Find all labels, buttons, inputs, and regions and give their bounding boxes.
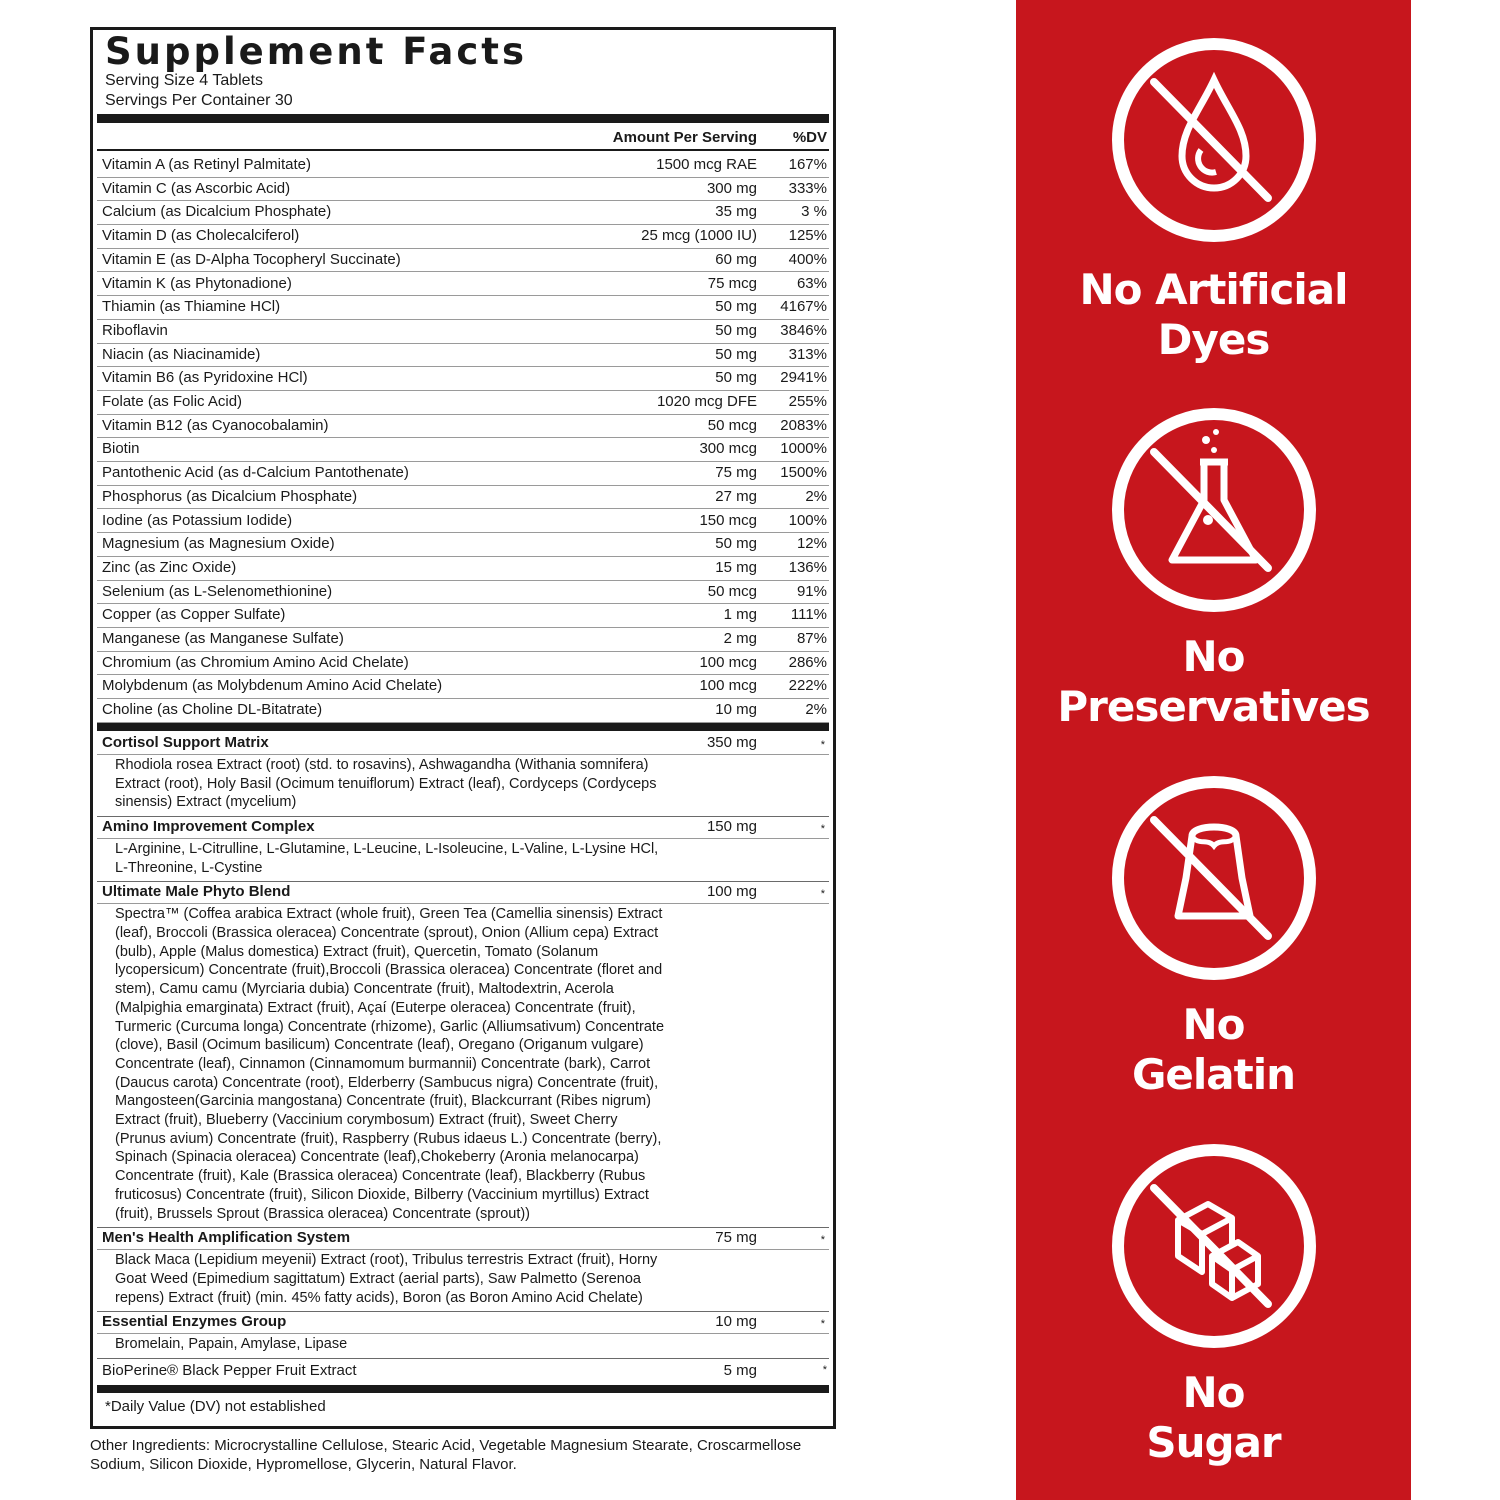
- nutrient-amount: 25 mcg (1000 IU): [641, 227, 757, 245]
- blend-dv: *: [820, 1234, 825, 1247]
- nutrient-dv: 1000%: [780, 440, 827, 458]
- blend-amount: 10 mg: [715, 1313, 757, 1331]
- blend-divider: [97, 838, 829, 839]
- nutrient-amount: 50 mcg: [707, 416, 757, 434]
- nutrient-row: [97, 698, 829, 723]
- water-drop-icon: [1108, 0, 1320, 280]
- nutrient-dv: 87%: [796, 630, 827, 647]
- nutrient-amount: 1020 mcg DFE: [656, 393, 757, 410]
- nutrient-name: Pantothenic Acid (as d-Calcium Pantothenate): [102, 464, 409, 482]
- nutrient-dv: 2%: [805, 701, 827, 719]
- nutrient-name: Copper (as Copper Sulfate): [102, 606, 286, 624]
- nutrient-amount: 27 mg: [715, 487, 757, 505]
- header-bar: [97, 114, 829, 123]
- nutrient-row: [97, 390, 829, 415]
- blend-dv: *: [820, 822, 825, 835]
- nutrient-amount: 150 mcg: [699, 511, 757, 529]
- supplement-facts-panel: [90, 27, 836, 1429]
- nutrient-name: Vitamin B12 (as Cyanocobalamin): [102, 416, 329, 434]
- nutrient-name: Iodine (as Potassium Iodide): [102, 511, 293, 529]
- nutrient-row: [97, 224, 829, 249]
- blend-ingredients: Rhodiola rosea Extract (root) (std. to rosavins), Ashwagandha (Withania somnifera) Extract (root), Holy Basil (Ocimum tenuiflorum) Extract (leaf), Cordyceps (Cordyceps sinensis) Extract (mycelium): [115, 756, 657, 811]
- footnote: *Daily Value (DV) not established: [105, 1398, 326, 1415]
- nutrient-name: Vitamin E (as D-Alpha Tocopheryl Succinate): [102, 250, 401, 268]
- nutrient-row: [97, 509, 829, 534]
- nutrient-name: Manganese (as Manganese Sulfate): [102, 630, 344, 647]
- nutrient-dv: 100%: [788, 511, 827, 529]
- nutrient-row: [97, 319, 829, 344]
- badge-line1: No: [1182, 1000, 1245, 1049]
- nutrient-row: [97, 437, 829, 462]
- blend-amount: 75 mg: [715, 1229, 757, 1247]
- nutrient-row: [97, 461, 829, 486]
- nutrient-name: Thiamin (as Thiamine HCl): [102, 298, 281, 316]
- blend-dv: *: [820, 738, 825, 751]
- nutrient-name: Biotin: [102, 440, 140, 458]
- badge-line2: Preservatives: [1057, 682, 1370, 731]
- nutrient-dv: 2941%: [780, 369, 827, 387]
- badge-line2: Dyes: [1157, 315, 1270, 364]
- nutrient-name: Vitamin A (as Retinyl Palmitate): [102, 156, 311, 173]
- blend-name: Essential Enzymes Group: [102, 1313, 287, 1331]
- nutrient-dv: 400%: [788, 250, 827, 268]
- nutrient-name: Vitamin C (as Ascorbic Acid): [102, 179, 291, 197]
- nutrient-amount: 50 mg: [715, 321, 757, 339]
- nutrient-row: [97, 674, 829, 699]
- blend-amount: 350 mg: [706, 733, 757, 751]
- nutrient-row: [97, 248, 829, 273]
- nutrient-amount: 300 mcg: [699, 440, 757, 458]
- blend-dv: *: [820, 888, 825, 901]
- nutrient-amount: 5 mg: [723, 1362, 757, 1379]
- badge-line1: No: [1182, 632, 1245, 681]
- nutrient-row: [97, 580, 829, 605]
- blend-divider: [97, 1333, 829, 1334]
- nutrient-name: Phosphorus (as Dicalcium Phosphate): [102, 487, 358, 505]
- sugar-cube-icon: [1108, 1106, 1320, 1386]
- nutrient-dv: 286%: [788, 653, 827, 671]
- blend-ingredients: L-Arginine, L-Citrulline, L-Glutamine, L-Leucine, L-Isoleucine, L-Valine, L-Lysine HCl, L-Threonine, L-Cystine: [115, 840, 659, 876]
- badge-line1: No Artificial: [1079, 265, 1348, 314]
- blend-amount: 150 mg: [706, 817, 757, 835]
- blend-row: [97, 881, 829, 1228]
- nutrient-dv: 111%: [790, 606, 827, 624]
- nutrient-amount: 50 mg: [715, 345, 757, 363]
- nutrient-name: Choline (as Choline DL-Bitatrate): [102, 701, 323, 719]
- bioperine-row: [97, 1359, 829, 1383]
- nutrient-dv: 255%: [788, 393, 827, 410]
- servings-per-container: Servings Per Container 30: [105, 92, 293, 109]
- gelatin-icon: [1108, 738, 1320, 1018]
- nutrient-dv: 3846%: [780, 321, 827, 339]
- nutrient-dv: 1500%: [780, 464, 827, 482]
- blend-dv: *: [820, 1318, 825, 1331]
- nutrient-amount: 10 mg: [715, 701, 757, 719]
- nutrient-row: [97, 651, 829, 676]
- badge-line2: Sugar: [1146, 1418, 1281, 1467]
- nutrient-dv: 167%: [788, 156, 827, 173]
- other-ingredients: Other Ingredients: Microcrystalline Cellulose, Stearic Acid, Vegetable Magnesium Stearate, Croscarmellose Sodium, Silicon Dioxide, Hypromellose, Glycerin, Natural Flavor.: [90, 1437, 802, 1473]
- flask-icon: [1108, 370, 1320, 650]
- nutrient-row: [97, 603, 829, 628]
- nutrient-dv: 3 %: [801, 203, 827, 221]
- nutrient-dv: 136%: [788, 558, 827, 576]
- nutrient-amount: 60 mg: [715, 250, 757, 268]
- nutrient-amount: 100 mcg: [699, 677, 757, 695]
- blend-divider: [97, 1249, 829, 1250]
- nutrient-amount: 50 mg: [715, 535, 757, 553]
- nutrient-row: [97, 177, 829, 202]
- nutrient-amount: 35 mg: [715, 203, 757, 221]
- nutrient-amount: 1500 mcg RAE: [656, 156, 757, 173]
- nutrient-row: [97, 295, 829, 320]
- blend-divider: [97, 903, 829, 904]
- nutrient-row: [97, 532, 829, 557]
- nutrient-amount: 100 mcg: [699, 653, 757, 671]
- nutrient-name: Vitamin K (as Phytonadione): [102, 274, 292, 292]
- blend-ingredients: Black Maca (Lepidium meyenii) Extract (root), Tribulus terrestris Extract (fruit), Horny Goat Weed (Epimedium sagittatum) Extract (aerial parts), Saw Palmetto (Serenoa repens) Extract (fruit) (min. 45% fatty acids), Boron (as Boron Amino Acid Chelate): [115, 1252, 658, 1306]
- nutrient-amount: 75 mg: [715, 464, 757, 482]
- blend-row: [97, 1227, 829, 1312]
- nutrient-name: Niacin (as Niacinamide): [102, 345, 261, 363]
- nutrient-name: Calcium (as Dicalcium Phosphate): [102, 203, 332, 221]
- nutrient-row: [97, 343, 829, 368]
- nutrient-amount: 15 mg: [715, 558, 757, 576]
- blend-divider: [97, 754, 829, 755]
- nutrient-row: [97, 366, 829, 391]
- nutrient-name: Vitamin B6 (as Pyridoxine HCl): [102, 369, 308, 387]
- blend-row: [97, 1311, 829, 1359]
- blend-row: [97, 816, 829, 882]
- serving-size: Serving Size 4 Tablets: [105, 72, 264, 89]
- nutrient-dv: 333%: [788, 179, 827, 197]
- section-divider: [97, 1385, 829, 1393]
- nutrient-amount: 1 mg: [723, 606, 757, 624]
- blend-name: Ultimate Male Phyto Blend: [102, 883, 291, 901]
- nutrient-dv: 125%: [788, 227, 827, 245]
- nutrient-amount: 300 mg: [706, 179, 757, 197]
- nutrient-amount: 50 mcg: [707, 582, 757, 600]
- nutrient-name: Riboflavin: [102, 321, 168, 339]
- nutrient-row: [97, 414, 829, 439]
- nutrient-dv: *: [822, 1364, 827, 1376]
- blend-amount: 100 mg: [706, 883, 757, 901]
- facts-title: Supplement Facts: [105, 30, 528, 73]
- nutrient-row: [97, 200, 829, 225]
- nutrient-name: Folate (as Folic Acid): [102, 393, 243, 410]
- nutrient-amount: 50 mg: [715, 369, 757, 387]
- table-header: [97, 123, 829, 151]
- section-divider: [97, 723, 829, 731]
- nutrient-amount: 75 mcg: [707, 274, 757, 292]
- nutrient-name: Zinc (as Zinc Oxide): [102, 558, 237, 576]
- nutrient-dv: 12%: [796, 535, 827, 553]
- nutrient-dv: 4167%: [780, 298, 827, 316]
- nutrient-dv: 91%: [796, 582, 827, 600]
- nutrient-row: [97, 153, 829, 178]
- blend-name: Amino Improvement Complex: [102, 817, 315, 835]
- nutrient-row: [97, 485, 829, 510]
- nutrient-name: Vitamin D (as Cholecalciferol): [102, 227, 300, 245]
- blend-ingredients: Bromelain, Papain, Amylase, Lipase: [115, 1336, 348, 1353]
- nutrient-name: BioPerine® Black Pepper Fruit Extract: [102, 1362, 357, 1379]
- blend-ingredients: Spectra™ (Coffea arabica Extract (whole fruit), Green Tea (Camellia sinensis) Extract (leaf), Broccoli (Brassica oleracea) Concentrate (sprout), Onion (Allium cepa) Extract (bulb), Apple (Malus domestica) Extract (fruit), Quercetin, Tomato (Solanum lycopersicum) Concentrate (fruit),Broccoli (Brassica oleracea) Concentrate (floret and stem), Camu camu (Myrciaria dubia) Concentrate (fruit), Maltodextrin, Acerola (Malpighia emarginata) Extract (fruit), Açaí (Euterpe oleracea) Concentrate (fruit), Turmeric (Curcuma longa) Concentrate (rhizome), Garlic (Alliumsativum) Concentrate (clove), Basil (Ocimum basilicum) Concentrate (leaf), Oregano (Origanum vulgare) Concentrate (leaf), Cinnamon (Cinnamomum burmannii) Concentrate (bark), Carrot (Daucus carota) Concentrate (root), Elderberry (Sambucus nigra) Concentrate (fruit), Mangosteen(Garcinia mangostana) Concentrate (fruit), Blackcurrant (Ribes nigrum) Extract (fruit), Blueberry (Vaccinium corymbosum) Extract (fruit), Sweet Cherry (Prunus avium) Concentrate (fruit), Raspberry (Rubus idaeus L.) Concentrate (berry), Spinach (Spinacia oleracea) Concentrate (leaf),Chokeberry (Aronia melanocarpa) Concentrate (fruit), Kale (Brassica oleracea) Concentrate (leaf), Blackberry (Rubus fruticosus) Concentrate (fruit), Silicon Dioxide, Bilberry (Vaccinium myrtillus) Extract (fruit), Brussels Sprout (Brassica oleracea) Concentrate (sprout)): [115, 906, 665, 1222]
- badge-line1: No: [1182, 1368, 1245, 1417]
- nutrient-dv: 222%: [788, 677, 827, 695]
- nutrient-name: Selenium (as L-Selenomethionine): [102, 582, 333, 600]
- nutrient-name: Chromium (as Chromium Amino Acid Chelate): [102, 653, 409, 671]
- blend-row: [97, 732, 829, 817]
- header-dv: %DV: [792, 129, 827, 146]
- nutrient-dv: 313%: [788, 345, 827, 363]
- badge-line2: Gelatin: [1131, 1050, 1296, 1099]
- feature-badges-panel: [1016, 0, 1411, 1500]
- nutrient-amount: 50 mg: [715, 298, 757, 316]
- nutrient-name: Molybdenum (as Molybdenum Amino Acid Chelate): [102, 677, 443, 695]
- nutrient-row: [97, 627, 829, 652]
- header-amount: Amount Per Serving: [612, 129, 757, 146]
- nutrient-dv: 63%: [796, 274, 827, 292]
- nutrient-dv: 2%: [805, 487, 827, 505]
- nutrient-row: [97, 272, 829, 297]
- nutrient-row: [97, 556, 829, 581]
- nutrient-dv: 2083%: [780, 416, 827, 434]
- nutrient-name: Magnesium (as Magnesium Oxide): [102, 535, 335, 553]
- nutrient-amount: 2 mg: [723, 630, 757, 647]
- blend-name: Cortisol Support Matrix: [102, 733, 269, 751]
- blend-name: Men's Health Amplification System: [102, 1229, 351, 1247]
